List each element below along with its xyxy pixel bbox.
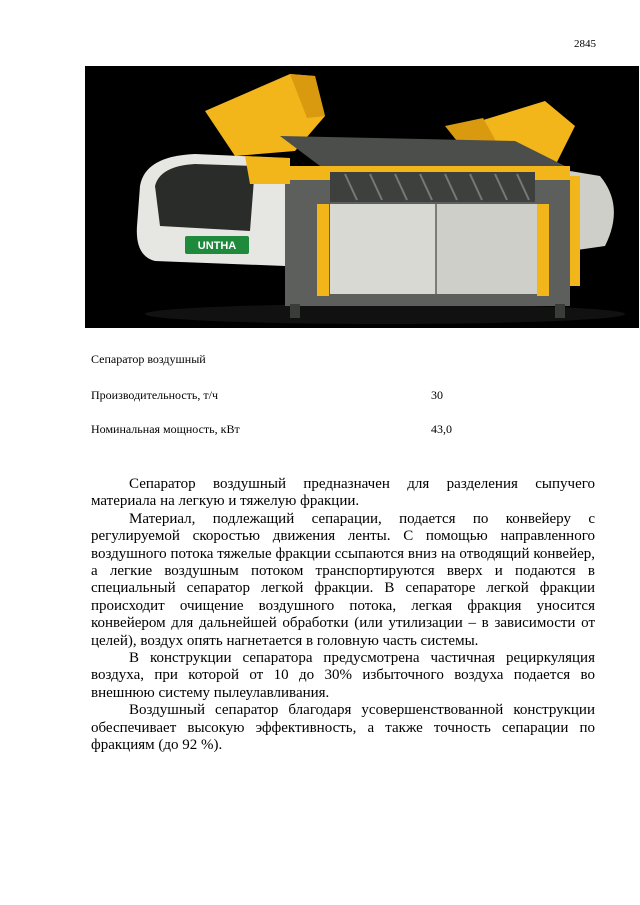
leg [555,304,565,318]
right-yellow-post [537,204,549,296]
paragraph: Воздушный сепаратор благодаря усовершенствованной конструкции обеспечивает высокую эффективность, а также точность сепарации по фракциям (до 92 %). [91,702,595,754]
ground-shadow [145,304,625,324]
left-housing-window [155,164,255,231]
paragraph: Материал, подлежащий сепарации, подается по конвейеру с регулируемой скоростью движения ленты. С помощью направленного воздушного потока тяжелые фракции ссыпаются вниз на отводящий конвейер, а легкие воздушным потоком транспортируются вверх и подаются в специальный сепаратор легкой фракции. В сепараторе легкой фракции происходит очищение воздушного потока, легкая фракция уносится конвейером для дальнейшей обработки (или утилизации – в зависимости от целей), воздух опять нагнетается в головную часть системы. [91,510,595,649]
left-door [330,204,435,294]
right-door [437,204,537,294]
air-separator-illustration [85,66,639,328]
description-text [91,476,595,755]
spec-value: 30 [431,388,443,402]
spec-row [91,422,571,456]
page-number: 2845 [574,38,596,50]
spec-row [91,388,571,422]
louver-strip [330,172,535,202]
left-yellow-post [317,204,329,296]
spec-value: 43,0 [431,422,452,436]
paragraph: Сепаратор воздушный предназначен для разделения сыпучего материала на легкую и тяжелую фракции. [91,476,595,510]
paragraph: В конструкции сепаратора предусмотрена частичная рециркуляция воздуха, при которой от 10 до 30% избыточного воздуха подается во внешнюю систему пылеулавливания. [91,650,595,701]
spec-table [91,352,571,456]
spec-label: Номинальная мощность, кВт [91,422,240,436]
spec-label: Производительность, т/ч [91,388,219,402]
leg [290,304,300,318]
spec-title: Сепаратор воздушный [91,352,206,366]
brand-label: UNTHA [197,240,237,252]
product-photo [85,66,639,328]
